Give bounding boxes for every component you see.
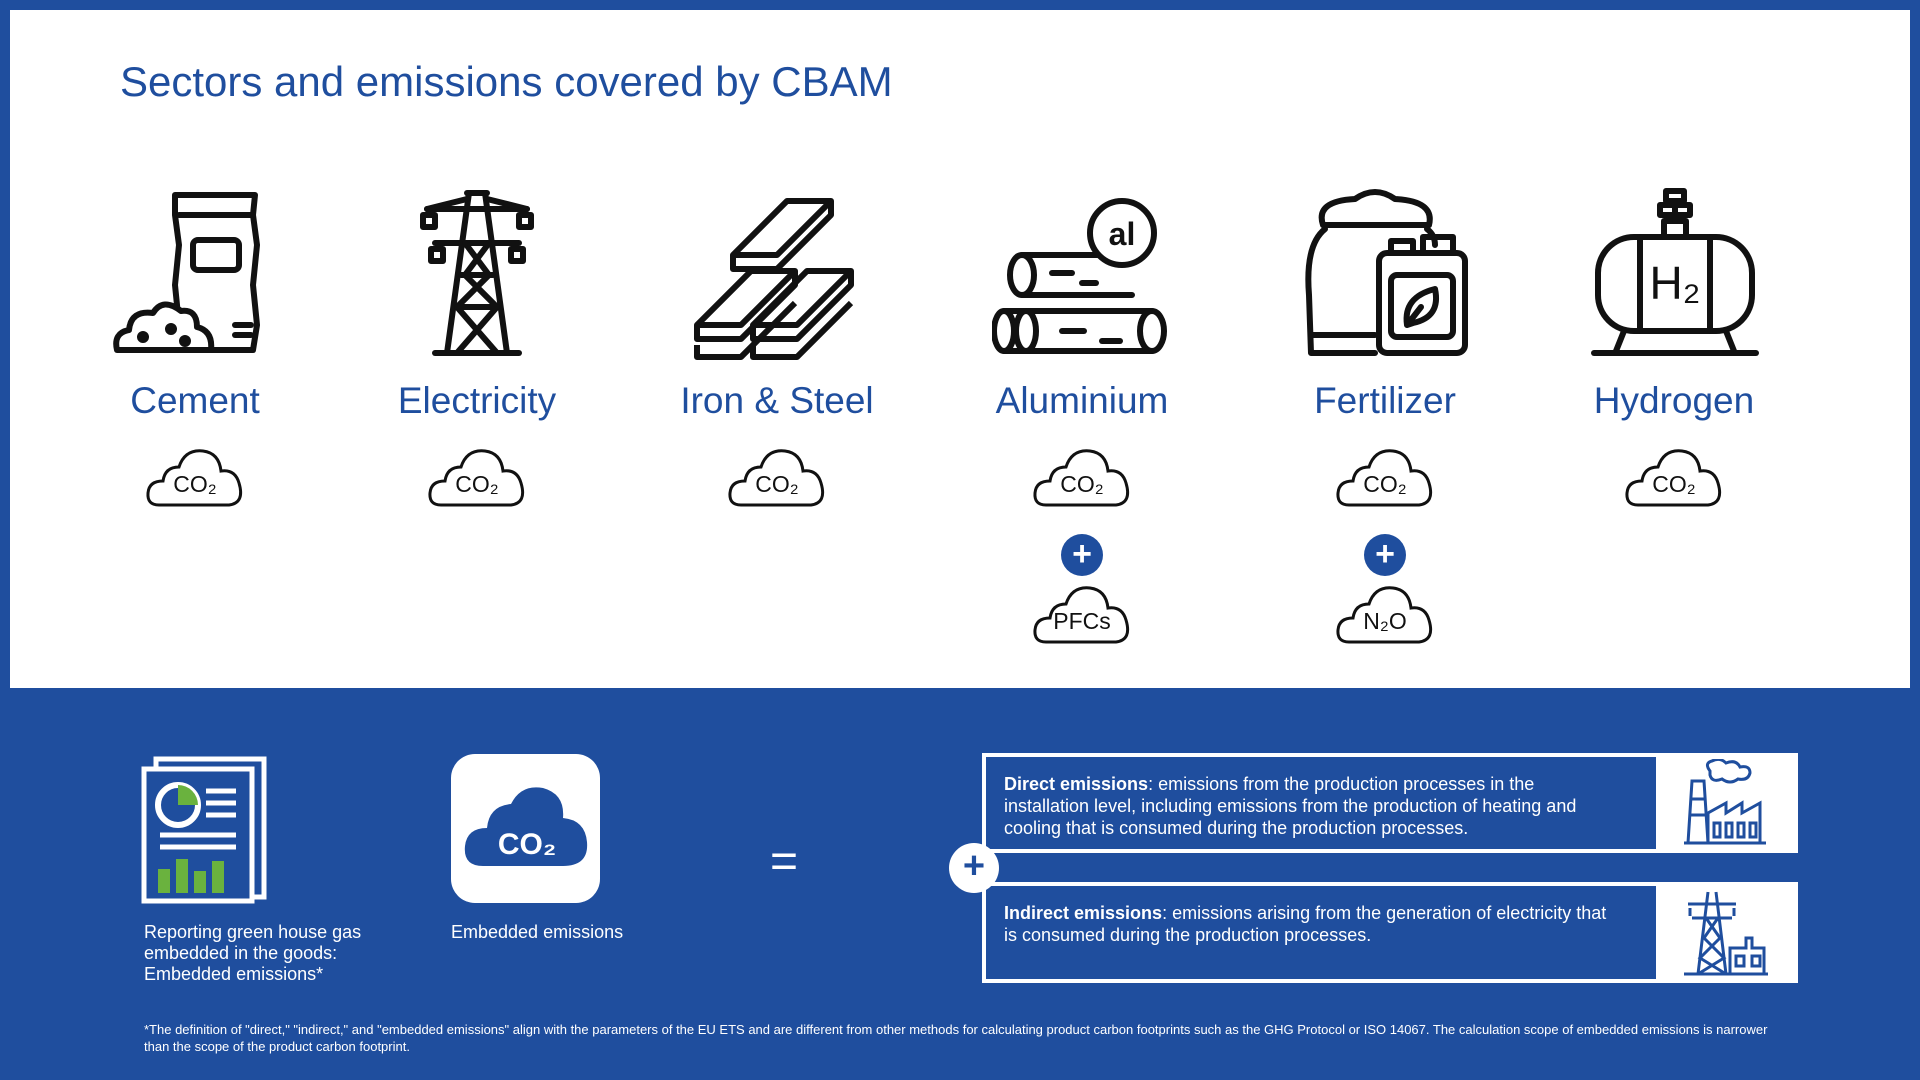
pfcs-cloud: PFCs <box>1032 582 1132 646</box>
co2-cloud: CO₂ <box>427 445 527 509</box>
sector-aluminium <box>952 10 1212 688</box>
co2-cloud-icon <box>451 754 600 903</box>
report-document-icon <box>140 755 270 905</box>
hydrogen-tank-icon <box>1584 185 1764 360</box>
sector-cement <box>65 10 325 688</box>
co2-cloud: CO₂ <box>1335 445 1435 509</box>
direct-emissions-text: Direct emissions: emissions from the production processes in the installation level, including emissions from the production of heating and cooling that is consumed during the production processes. <box>1004 774 1577 838</box>
sector-fertilizer <box>1255 10 1515 688</box>
svg-text:H₂: H₂ <box>1649 257 1701 309</box>
indirect-emissions-box <box>982 882 1798 983</box>
plus-icon: + <box>1061 534 1103 576</box>
svg-text:CO₂: CO₂ <box>497 828 557 861</box>
plus-icon: + <box>949 843 999 893</box>
co2-cloud: CO₂ <box>1032 445 1132 509</box>
aluminium-logs-icon <box>992 185 1172 360</box>
co2-cloud: CO₂ <box>727 445 827 509</box>
indirect-emissions-text: Indirect emissions: emissions arising from the generation of electricity that is consumed during the production processes. <box>1004 903 1607 945</box>
equals-sign: = <box>770 835 799 888</box>
sector-electricity <box>347 10 607 688</box>
co2-cloud: CO₂ <box>1624 445 1724 509</box>
fertilizer-sack-icon <box>1295 185 1475 360</box>
factory-icon <box>1656 757 1794 849</box>
pylon-plant-icon <box>1656 886 1794 979</box>
steel-beams-icon <box>687 185 867 360</box>
svg-text:al: al <box>1108 216 1136 252</box>
cement-bag-icon <box>105 185 285 360</box>
co2-cloud: CO₂ <box>145 445 245 509</box>
plus-icon: + <box>1364 534 1406 576</box>
power-pylon-icon <box>387 185 567 360</box>
sector-name: Cement <box>130 380 260 421</box>
sectors-panel <box>10 10 1910 688</box>
footnote: *The definition of "direct," "indirect," and "embedded emissions" align with the parameters of the EU ETS and are different from other methods for calculating product carbon footprints such as the GHG Protocol or ISO 14067. The calculation scope of embedded emissions is narrower than the scope of the product carbon footprint. <box>144 1022 1768 1054</box>
sector-name: Hydrogen <box>1593 380 1755 421</box>
direct-emissions-box <box>982 753 1798 853</box>
sector-name: Aluminium <box>995 380 1169 421</box>
sector-name: Electricity <box>397 380 557 421</box>
sector-hydrogen <box>1544 10 1804 688</box>
report-label: Reporting green house gas embedded in the goods: Embedded emissions* <box>144 922 362 984</box>
embedded-label: Embedded emissions <box>451 922 624 942</box>
sector-iron-steel <box>647 10 907 688</box>
sector-name: Fertilizer <box>1314 380 1456 421</box>
page-title: Sectors and emissions covered by CBAM <box>120 58 893 105</box>
n2o-cloud: N₂O <box>1335 582 1435 646</box>
sector-name: Iron & Steel <box>680 380 874 421</box>
